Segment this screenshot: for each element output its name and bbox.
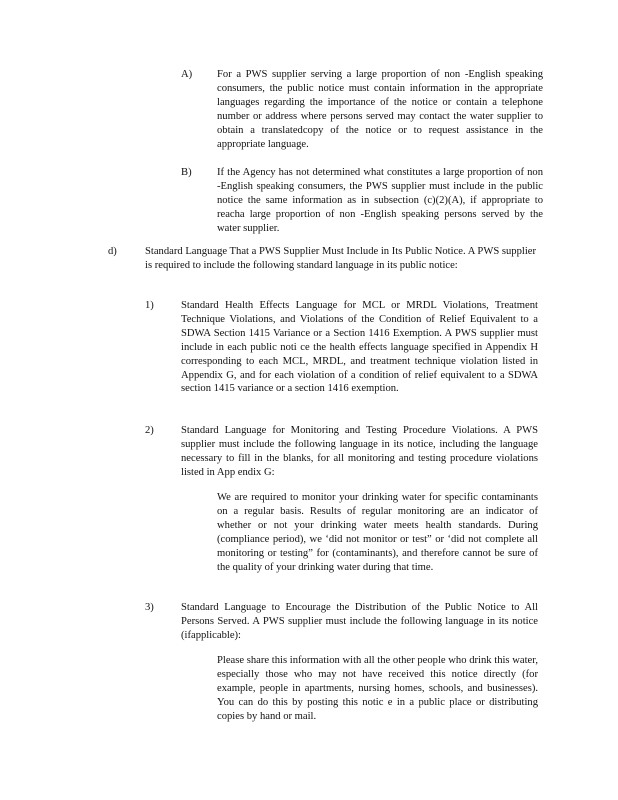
item-text: If the Agency has not determined what constitutes a large proportion of non -English speaking consumers, the PWS supplier must include in the public notice the same information as in subsection (c)(2)(A), if appropriate to reacha large proportion of non -English speaking persons served by the water supplier. [217, 167, 543, 234]
item-label: 3) [145, 602, 154, 613]
item-label: 1) [145, 300, 154, 311]
item-text: For a PWS supplier serving a large proportion of non -English speaking consumers, the public notice must contain information in the appropriate languages regarding the importance of the notice or contain a telephone number or address where persons served may contact the water supplier to obtain a translatedcopy of the notice or to request assistance in the appropriate language. [217, 69, 543, 150]
item-text: Standard Language That a PWS Supplier Must Include in Its Public Notice. A PWS supplier is required to include the following standard language in its public notice: [145, 246, 536, 271]
item-label: A) [181, 69, 193, 80]
item-label: B) [181, 167, 192, 178]
monitoring-standard-language: We are required to monitor your drinking water for specific contaminants on a regular basis. Results of regular monitoring are an indicator of whether or not your drinking water meets health standards. During (compliance period), we ‘did not monitor or test” or ‘did not complete all monitoring or testing” for (contaminants), and therefore cannot be sure of the quality of your drinking water during that time. [217, 492, 538, 573]
distribution-standard-language: Please share this information with all the other people who drink this water, especially those who may not have received this notice directly (for example, people in apartments, nursing homes, schools, and businesses). You can do this by posting this notic e in a public place or distributing copies by hand or mail. [217, 655, 538, 722]
item-label: d) [108, 246, 117, 257]
item-text: Standard Language for Monitoring and Testing Procedure Violations. A PWS supplier must include the following language in its notice, including the language necessary to fill in the blanks, for all monitoring and testing procedure violations listed in App endix G: [181, 425, 538, 478]
item-label: 2) [145, 425, 154, 436]
item-text: Standard Language to Encourage the Distribution of the Public Notice to All Persons Served. A PWS supplier must include the following language in its notice (ifapplicable): [181, 602, 538, 641]
item-text: Standard Health Effects Language for MCL or MRDL Violations, Treatment Technique Violations, and Violations of the Condition of Relief Equivalent to a SDWA Section 1415 Variance or a Section 1416 Exemption. A PWS supplier must include in each public noti ce the health effects language specified in Appendix H corresponding to each MCL, MRDL, and treatment technique violation listed in Appendix G, and for each violation of a condition of relief equivalent to a SDWA section 1415 variance or a section 1416 exemption. [181, 300, 538, 395]
